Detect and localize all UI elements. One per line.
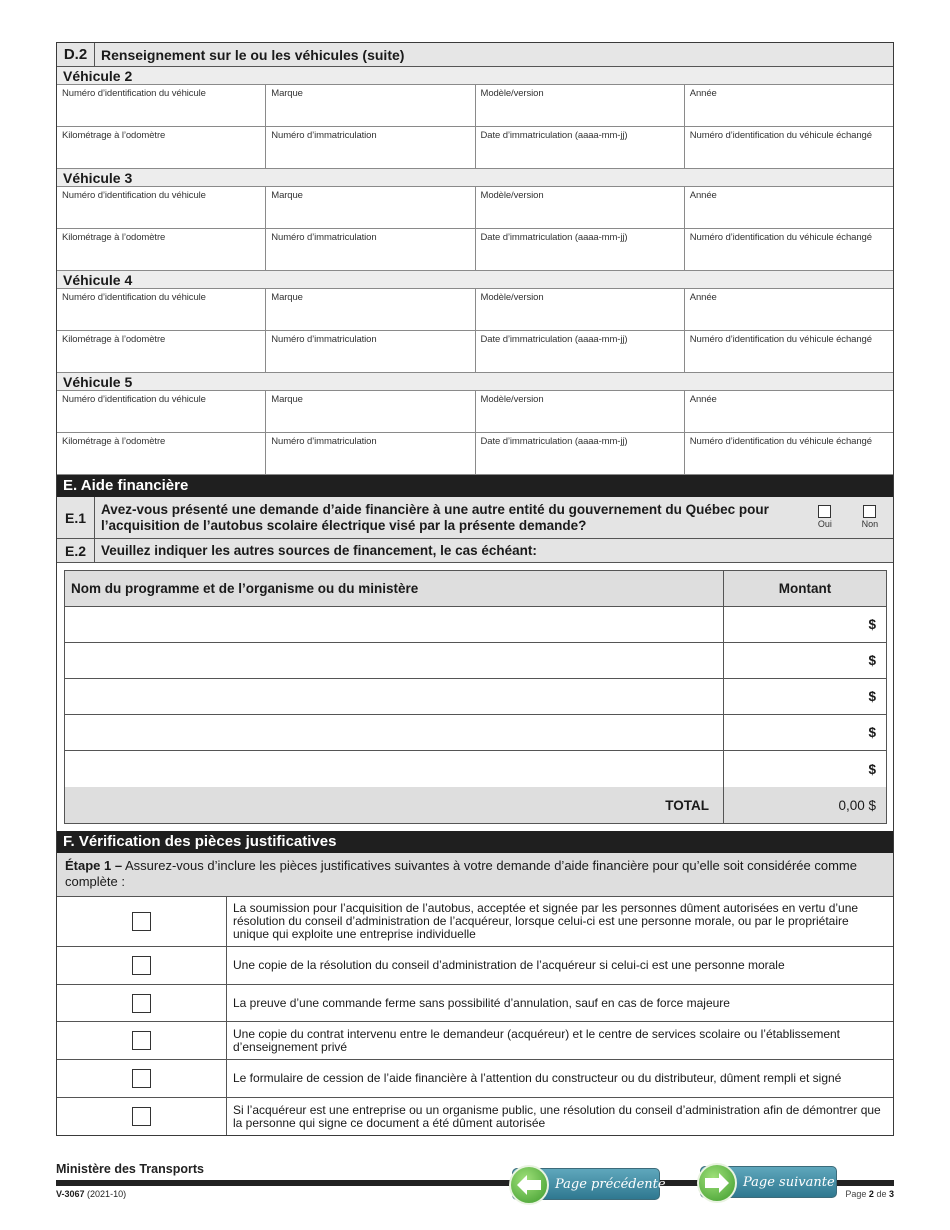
page-current: 2 [868,1189,874,1199]
field-label: Date d’immatriculation (aaaa-mm-jj) [480,130,628,141]
field-label: Numéro d’immatriculation [271,436,377,447]
amount-field[interactable]: $ [868,689,876,704]
program-name-field[interactable] [65,643,724,678]
table-row [65,607,886,643]
document-checkbox[interactable] [132,1107,151,1126]
total-row [65,787,886,823]
field-label: Numéro d’identification du véhicule [62,394,206,405]
checklist-item [57,1022,893,1060]
field-model[interactable] [476,289,685,330]
field-plate[interactable] [266,331,475,372]
checklist-item-text: Le formulaire de cession de l’aide financière à l’attention du constructeur ou du distributeur, dûment rempli et signé [233,1071,842,1085]
program-name-field[interactable] [65,715,724,750]
field-label: Marque [271,88,303,99]
field-label: Numéro d’identification du véhicule [62,88,206,99]
vehicle-block [57,67,893,169]
vehicle-heading: Véhicule 4 [57,271,893,289]
field-vin[interactable] [57,187,266,228]
field-year[interactable] [685,187,893,228]
checklist-item-text: La preuve d’une commande ferme sans possibilité d’annulation, sauf en cas de force majeure [233,995,730,1010]
field-label: Modèle/version [480,394,544,405]
field-reg-date[interactable] [476,331,685,372]
field-year[interactable] [685,391,893,432]
field-brand[interactable] [266,85,475,126]
form-version: (2021-10) [87,1189,127,1199]
section-d2-header [57,43,893,67]
checklist-item [57,947,893,985]
field-reg-date[interactable] [476,229,685,270]
question-text: Avez-vous présenté une demande d’aide financière à une autre entité du gouvernement du Québec pour l’acquisition de l’autobus scolaire électrique visé par la présente demande? [101,502,769,533]
question-number: E.2 [57,539,95,562]
step-1-instructions [57,853,893,897]
program-name-field[interactable] [65,751,724,787]
yes-no-group [803,497,893,538]
field-label: Année [689,394,717,405]
vehicle-field-row [57,187,893,229]
amount-field[interactable]: $ [868,617,876,632]
field-label: Numéro d’identification du véhicule échangé [689,130,872,141]
field-label: Année [689,88,717,99]
program-name-field[interactable] [65,607,724,642]
field-label: Modèle/version [480,190,544,201]
yes-option [818,505,832,538]
document-checkbox[interactable] [132,1031,151,1050]
field-exchanged-vin[interactable] [685,229,893,270]
checklist-item-text: Une copie du contrat intervenu entre le demandeur (acquéreur) et le centre de services scolaire ou l’établissement d’enseignement privé [233,1026,840,1054]
field-mileage[interactable] [57,229,266,270]
field-reg-date[interactable] [476,433,685,474]
vehicle-block [57,271,893,373]
field-label: Modèle/version [480,88,544,99]
question-e2 [57,539,893,563]
vehicle-field-row [57,289,893,331]
field-mileage[interactable] [57,433,266,474]
field-year[interactable] [685,85,893,126]
field-label: Date d’immatriculation (aaaa-mm-jj) [480,436,628,447]
field-label: Numéro d’immatriculation [271,334,377,345]
field-label: Date d’immatriculation (aaaa-mm-jj) [480,334,628,345]
total-label: TOTAL [65,787,724,823]
table-row [65,679,886,715]
yes-checkbox[interactable] [818,505,831,518]
next-page-button[interactable] [700,1166,837,1198]
checkbox-cell [57,897,227,946]
vehicle-block [57,373,893,475]
field-model[interactable] [476,187,685,228]
document-checkbox[interactable] [132,912,151,931]
table-header-row [65,571,886,607]
question-number: E.1 [57,497,95,538]
checklist-item [57,1098,893,1135]
field-label: Année [689,190,717,201]
field-label: Marque [271,292,303,303]
field-label: Kilométrage à l’odomètre [62,436,166,447]
column-header-amount: Montant [778,581,832,596]
section-number: D.2 [57,43,95,66]
checklist-item [57,985,893,1022]
field-label: Marque [271,394,303,405]
vehicle-field-row [57,433,893,475]
program-name-field[interactable] [65,679,724,714]
no-label: Non [861,519,879,529]
document-checkbox[interactable] [132,956,151,975]
field-plate[interactable] [266,433,475,474]
field-mileage[interactable] [57,331,266,372]
section-title: Renseignement sur le ou les véhicules (suite) [101,46,405,63]
field-label: Numéro d’immatriculation [271,130,377,141]
question-text: Veuillez indiquer les autres sources de financement, le cas échéant: [101,543,537,558]
arrow-right-icon [697,1163,737,1203]
field-label: Numéro d’identification du véhicule échangé [689,334,872,345]
document-checkbox[interactable] [132,994,151,1013]
no-option [862,505,879,538]
field-brand[interactable] [266,289,475,330]
step-label: Étape 1 – [65,858,123,873]
vehicle-field-row [57,127,893,169]
vehicle-heading: Véhicule 2 [57,67,893,85]
field-model[interactable] [476,85,685,126]
field-vin[interactable] [57,85,266,126]
page-indicator [845,1189,894,1199]
total-value: 0,00 $ [838,797,876,813]
checkbox-cell [57,1022,227,1059]
checkbox-cell [57,985,227,1021]
field-label: Kilométrage à l’odomètre [62,232,166,243]
field-label: Numéro d’immatriculation [271,232,377,243]
checklist-item [57,897,893,947]
table-row [65,643,886,679]
vehicle-heading: Véhicule 5 [57,373,893,391]
amount-field[interactable]: $ [868,653,876,668]
field-label: Marque [271,190,303,201]
field-reg-date[interactable] [476,127,685,168]
vehicle-block [57,169,893,271]
financing-table [64,570,887,824]
field-label: Numéro d’identification du véhicule [62,292,206,303]
field-label: Modèle/version [480,292,544,303]
amount-field[interactable]: $ [868,725,876,740]
field-brand[interactable] [266,391,475,432]
page-total: 3 [888,1189,894,1199]
checklist-item-text: La soumission pour l’acquisition de l’autobus, acceptée et signée par les personnes dûment autorisées en vertu d’une résolution du conseil d’administration de l’acquéreur, lorsque celui-ci est une personne morale, ou par le propriétaire unique qui exploite une entreprise individuelle [233,901,859,941]
field-exchanged-vin[interactable] [685,433,893,474]
checkbox-cell [57,1098,227,1135]
field-brand[interactable] [266,187,475,228]
arrow-left-icon [509,1165,549,1205]
field-plate[interactable] [266,127,475,168]
checkbox-cell [57,1060,227,1097]
vehicle-field-row [57,229,893,271]
yes-label: Oui [817,519,832,529]
field-label: Kilométrage à l’odomètre [62,130,166,141]
field-label: Année [689,292,717,303]
vehicle-list [57,67,893,475]
field-label: Numéro d’identification du véhicule [62,190,206,201]
field-label: Numéro d’identification du véhicule échangé [689,232,872,243]
field-label: Numéro d’identification du véhicule échangé [689,436,872,447]
form-page [56,42,894,1136]
form-code [56,1189,126,1199]
next-page-label: Page suivante [743,1174,835,1190]
field-plate[interactable] [266,229,475,270]
organization-name: Ministère des Transports [56,1162,204,1176]
previous-page-label: Page précédente [555,1176,666,1192]
section-f-header: F. Vérification des pièces justificatives [57,831,893,853]
checkbox-cell [57,947,227,984]
field-model[interactable] [476,391,685,432]
amount-field[interactable]: $ [868,761,876,777]
page-prefix: Page [845,1189,867,1199]
document-checkbox[interactable] [132,1069,151,1088]
vehicle-field-row [57,331,893,373]
vehicle-field-row [57,85,893,127]
vehicle-heading: Véhicule 3 [57,169,893,187]
no-checkbox[interactable] [863,505,876,518]
field-label: Date d’immatriculation (aaaa-mm-jj) [480,232,628,243]
column-header-name: Nom du programme et de l’organisme ou du ministère [65,571,724,606]
step-text: Assurez-vous d’inclure les pièces justificatives suivantes à votre demande d’aide financière pour qu’elle soit considérée comme complète : [65,858,857,889]
financing-table-wrap [57,563,893,831]
checklist-item-text: Si l’acquéreur est une entreprise ou un organisme public, une résolution du conseil d’administration afin de démontrer que la personne qui signe ce document a été dûment autorisée [233,1102,881,1130]
question-e1 [57,497,893,539]
field-exchanged-vin[interactable] [685,127,893,168]
previous-page-button[interactable] [512,1168,666,1200]
table-row [65,751,886,787]
field-vin[interactable] [57,289,266,330]
field-exchanged-vin[interactable] [685,331,893,372]
table-row [65,715,886,751]
document-checklist [57,897,893,1135]
checklist-item [57,1060,893,1098]
vehicle-field-row [57,391,893,433]
field-label: Kilométrage à l’odomètre [62,334,166,345]
field-vin[interactable] [57,391,266,432]
page-sep: de [876,1189,887,1199]
section-e-header: E. Aide financière [57,475,893,497]
checklist-item-text: Une copie de la résolution du conseil d’administration de l’acquéreur si celui-ci est une personne morale [233,958,785,972]
field-year[interactable] [685,289,893,330]
form-code-number: V-3067 [56,1189,85,1199]
field-mileage[interactable] [57,127,266,168]
financing-rows [65,607,886,787]
